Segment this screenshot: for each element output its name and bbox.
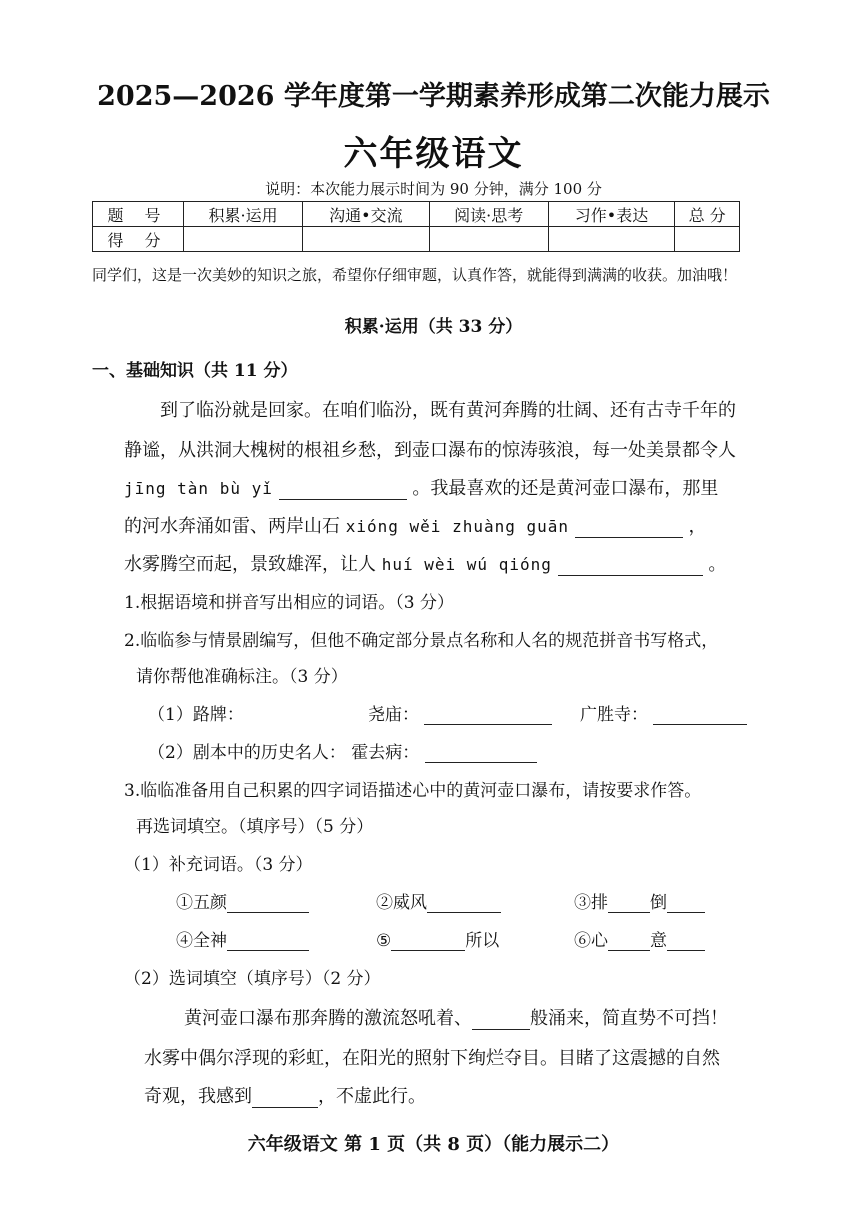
answer-blank[interactable] — [608, 894, 650, 913]
q3-item-4 — [176, 926, 309, 951]
item-text: ③排 — [574, 893, 608, 913]
passage-line-3 — [124, 474, 718, 500]
item-text: 所以 — [465, 931, 500, 951]
item-text: ⑥心 — [574, 931, 608, 951]
score-cell[interactable] — [303, 227, 430, 252]
answer-blank[interactable] — [558, 557, 703, 576]
q3-para-line-3 — [144, 1082, 426, 1108]
score-header-cell: 习作•表达 — [548, 202, 675, 227]
q2-sub1-label: （1）路牌： — [148, 705, 244, 725]
item-text: 意 — [650, 931, 667, 951]
q3-item-2 — [376, 888, 501, 913]
score-cell[interactable] — [675, 227, 740, 252]
q2-sub1-a — [368, 700, 552, 725]
q3-sub2: （2）选词填空（填序号）（2 分） — [124, 969, 381, 989]
score-table-score-row — [93, 227, 740, 252]
score-header-cell: 题 号 — [93, 202, 184, 227]
passage-text: 。 — [708, 554, 727, 575]
passage-line-4 — [124, 512, 707, 538]
answer-blank[interactable] — [608, 932, 650, 951]
para-text: ，不虚此行。 — [318, 1086, 426, 1107]
item-text: ①五颜 — [176, 893, 227, 913]
passage-text: ， — [688, 516, 707, 537]
passage-text: 水雾腾空而起，景致雄浑，让人 — [124, 554, 376, 575]
item-text: ④全神 — [176, 931, 227, 951]
pinyin-prompt: xióng wěi zhuàng guān — [345, 517, 570, 536]
question-2-line-1: 2.临临参与情景剧编写，但他不确定部分景点名称和人名的规范拼音书写格式， — [124, 631, 719, 651]
para-text: 般涌来，简直势不可挡！ — [530, 1008, 728, 1029]
answer-blank[interactable] — [667, 894, 705, 913]
q3-item-6 — [574, 926, 705, 951]
answer-blank[interactable] — [279, 481, 407, 500]
question-2-line-2: 请你帮他准确标注。（3 分） — [136, 667, 348, 687]
exam-note: 说明：本次能力展示时间为 90 分钟，满分 100 分 — [265, 180, 602, 198]
answer-blank[interactable] — [227, 932, 309, 951]
answer-blank[interactable] — [252, 1089, 318, 1108]
score-table-header-row — [93, 202, 740, 227]
q3-para-line-2: 水雾中偶尔浮现的彩虹，在阳光的照射下绚烂夺目。目睹了这震撼的自然 — [144, 1048, 720, 1069]
q3-para-line-1 — [184, 1004, 728, 1030]
passage-text: 。我最喜欢的还是黄河壶口瀑布，那里 — [412, 478, 719, 499]
item-text: 倒 — [650, 893, 667, 913]
page-footer: 六年级语文 第 1 页（共 8 页）（能力展示二） — [247, 1134, 620, 1155]
para-text: 黄河壶口瀑布那奔腾的激流怒吼着、 — [184, 1008, 472, 1029]
q3-item-1 — [176, 888, 309, 913]
question-3-line-1: 3.临临准备用自己积累的四字词语描述心中的黄河壶口瀑布，请按要求作答。 — [124, 781, 702, 801]
answer-blank[interactable] — [575, 519, 683, 538]
answer-blank[interactable] — [424, 706, 552, 725]
q3-item-3 — [574, 888, 705, 913]
passage-line-1: 到了临汾就是回家。在咱们临汾，既有黄河奔腾的壮阔、还有古寺千年的 — [160, 400, 736, 421]
pinyin-prompt: jīng tàn bù yǐ — [124, 479, 273, 498]
q2-sub2 — [148, 738, 537, 763]
q2-sub1-b-label: 广胜寺： — [580, 705, 648, 725]
pinyin-prompt: huí wèi wú qióng — [381, 555, 552, 574]
answer-blank[interactable] — [427, 894, 501, 913]
score-header-cell: 沟通•交流 — [303, 202, 430, 227]
score-cell[interactable] — [429, 227, 548, 252]
passage-line-5 — [124, 550, 726, 576]
q2-sub2-a-label: 霍去病： — [351, 743, 420, 763]
item-text: ⑤ — [376, 931, 392, 951]
answer-blank[interactable] — [472, 1011, 530, 1030]
score-header-cell: 总 分 — [675, 202, 740, 227]
score-header-cell: 阅读·思考 — [429, 202, 548, 227]
subject-title: 六年级语文 — [343, 134, 524, 174]
intro-text: 同学们，这是一次美妙的知识之旅，希望你仔细审题，认真作答，就能得到满满的收获。加油哦！ — [92, 266, 738, 284]
score-cell[interactable] — [184, 227, 303, 252]
score-row-label: 得 分 — [93, 227, 184, 252]
answer-blank[interactable] — [391, 932, 465, 951]
q2-sub2-label: （2）剧本中的历史名人： — [148, 743, 346, 763]
answer-blank[interactable] — [653, 706, 747, 725]
exam-title: 2025—2026 学年度第一学期素养形成第二次能力展示 — [97, 81, 770, 112]
score-table — [92, 201, 740, 252]
q3-item-5 — [376, 926, 499, 951]
q3-sub1: （1）补充词语。（3 分） — [124, 855, 313, 875]
q2-sub1-a-label: 尧庙： — [368, 705, 419, 725]
part1-title: 一、基础知识（共 11 分） — [92, 361, 298, 381]
score-header-cell: 积累·运用 — [184, 202, 303, 227]
question-3-line-2: 再选词填空。（填序号）（5 分） — [136, 817, 374, 837]
answer-blank[interactable] — [227, 894, 309, 913]
question-1: 1.根据语境和拼音写出相应的词语。（3 分） — [124, 593, 454, 613]
item-text: ②威风 — [376, 893, 427, 913]
score-cell[interactable] — [548, 227, 675, 252]
answer-blank[interactable] — [667, 932, 705, 951]
section-title: 积累·运用（共 33 分） — [344, 317, 523, 337]
q2-sub1-b — [580, 700, 747, 725]
para-text: 奇观，我感到 — [144, 1086, 252, 1107]
passage-line-2: 静谧，从洪洞大槐树的根祖乡愁，到壶口瀑布的惊涛骇浪，每一处美景都令人 — [124, 440, 736, 461]
passage-text: 的河水奔涌如雷、两岸山石 — [124, 516, 340, 537]
answer-blank[interactable] — [425, 744, 537, 763]
